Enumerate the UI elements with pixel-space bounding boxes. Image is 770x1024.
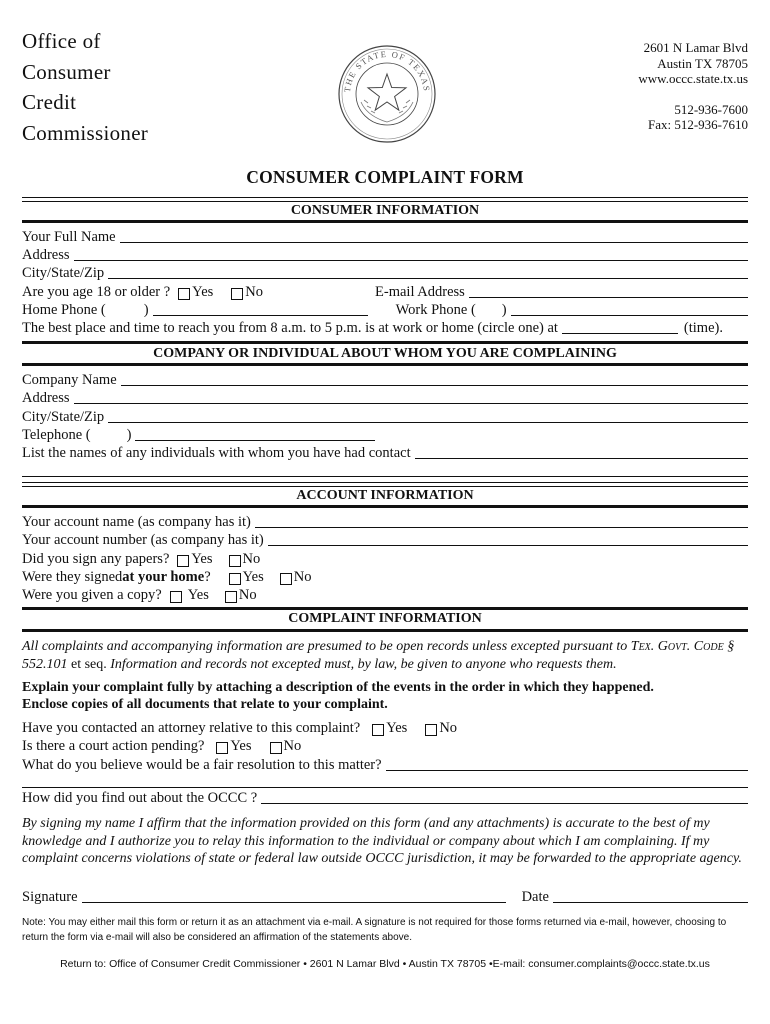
date-field[interactable] xyxy=(553,902,748,903)
signing-affirmation: By signing my name I affirm that the information provided on this form (and any attachments) is accurate to the best of my knowledge and I authorize you to relay this information to the individual or company about which I am complaining. If my complaint concerns violations of state or federal law outside OCCC jurisdiction, it may be forwarded to the appropriate agency. xyxy=(22,816,742,866)
section-rule xyxy=(22,482,748,487)
section-consumer-heading: CONSUMER INFORMATION xyxy=(290,203,480,218)
resolution-label: What do you believe would be a fair resolution to this matter? xyxy=(22,757,382,773)
section-rule xyxy=(22,629,748,632)
contacts-field-line-2[interactable] xyxy=(22,476,748,477)
how-found-row xyxy=(22,789,748,807)
contact-street: 2601 N Lamar Blvd xyxy=(643,40,748,55)
sign-papers-label: Did you sign any papers? xyxy=(22,551,170,567)
full-name-row xyxy=(22,228,748,246)
home-phone-label: Home Phone ( xyxy=(22,302,106,318)
sign-papers-yes-checkbox[interactable] xyxy=(177,555,189,567)
account-number-field[interactable] xyxy=(268,545,748,546)
copy-no-checkbox[interactable] xyxy=(225,591,237,603)
signed-home-label-bold: at your home xyxy=(122,569,205,585)
address-label: Address xyxy=(22,247,70,263)
section-account-heading: ACCOUNT INFORMATION xyxy=(296,488,474,503)
email-field[interactable] xyxy=(469,297,748,298)
address-row xyxy=(22,246,748,264)
section-complaint-heading: COMPLAINT INFORMATION xyxy=(288,611,482,626)
contacts-row xyxy=(22,444,748,462)
sign-papers-no-checkbox[interactable] xyxy=(229,555,241,567)
best-time-field[interactable] xyxy=(562,333,678,334)
company-city-row xyxy=(22,408,748,426)
section-company-heading: COMPANY OR INDIVIDUAL ABOUT WHOM YOU ARE COMPLAINING xyxy=(153,346,617,361)
agency-line-4: Commissioner xyxy=(22,120,149,145)
court-no-label: No xyxy=(283,738,302,754)
account-number-label: Your account number (as company has it) xyxy=(22,532,264,548)
signed-home-no-checkbox[interactable] xyxy=(280,573,292,585)
company-phone-row xyxy=(22,426,748,444)
contact-block xyxy=(638,40,748,133)
account-name-row xyxy=(22,513,748,531)
section-rule xyxy=(22,220,748,223)
signed-home-row xyxy=(22,568,748,586)
company-city-label: City/State/Zip xyxy=(22,409,105,425)
contacts-label: List the names of any individuals with whom you have had contact xyxy=(22,445,411,461)
state-seal-icon xyxy=(337,44,437,144)
attorney-yes-checkbox[interactable] xyxy=(372,724,384,736)
age-no-label: No xyxy=(245,284,264,300)
account-name-label: Your account name (as company has it) xyxy=(22,514,251,530)
agency-line-3: Credit xyxy=(22,90,77,114)
copy-yes-checkbox[interactable] xyxy=(170,591,182,603)
section-rule xyxy=(22,197,748,202)
age-question: Are you age 18 or older ? xyxy=(22,284,171,300)
section-rule xyxy=(22,607,748,610)
company-paren-close: ) xyxy=(126,427,132,443)
attorney-no-checkbox[interactable] xyxy=(425,724,437,736)
age-yes-checkbox[interactable] xyxy=(178,288,190,300)
account-number-row xyxy=(22,531,748,549)
address-field[interactable] xyxy=(74,260,748,261)
full-name-label: Your Full Name xyxy=(22,229,116,245)
section-rule xyxy=(22,341,748,344)
enclose-instruction: Enclose copies of all documents that relate to your complaint. xyxy=(22,697,388,712)
phone-row xyxy=(22,301,748,319)
sign-papers-no-label: No xyxy=(242,551,261,567)
age-row xyxy=(22,283,748,301)
signed-home-label-post: ? xyxy=(204,569,211,585)
copy-no-label: No xyxy=(238,587,257,603)
best-time-row xyxy=(22,319,748,337)
work-paren-close: ) xyxy=(501,302,507,318)
age-yes-label: Yes xyxy=(192,284,214,300)
company-city-field[interactable] xyxy=(108,422,748,423)
signed-home-label-pre: Were they signed xyxy=(22,569,123,585)
court-yes-checkbox[interactable] xyxy=(216,742,228,754)
age-no-checkbox[interactable] xyxy=(231,288,243,300)
time-suffix: (time). xyxy=(683,320,723,336)
footer-return-address: Return to: Office of Consumer Credit Commissioner • 2601 N Lamar Blvd • Austin TX 78705 •E-mail: consumer.complaints@occc.state.tx.us xyxy=(60,958,710,970)
company-address-field[interactable] xyxy=(74,403,748,404)
how-found-field[interactable] xyxy=(261,803,748,804)
company-address-row xyxy=(22,389,748,407)
attorney-row xyxy=(22,719,748,737)
court-yes-label: Yes xyxy=(230,738,252,754)
open-records-notice: All complaints and accompanying information are presumed to be open records unless excepted pursuant to Tex. Govt. Code § 552.101 et seq. Information and records not excepted must, by law, be given to anyone who requests them. xyxy=(22,639,735,672)
agency-name xyxy=(22,26,148,148)
account-name-field[interactable] xyxy=(255,527,748,528)
full-name-field[interactable] xyxy=(120,242,748,243)
contact-city: Austin TX 78705 xyxy=(657,55,748,71)
svg-text:THE STATE OF TEXAS: THE STATE OF TEXAS xyxy=(341,48,433,93)
section-rule xyxy=(22,505,748,508)
court-label: Is there a court action pending? xyxy=(22,738,205,754)
company-name-label: Company Name xyxy=(22,372,117,388)
signed-home-yes-checkbox[interactable] xyxy=(229,573,241,585)
attorney-no-label: No xyxy=(439,720,458,736)
signed-home-yes-label: Yes xyxy=(242,569,264,585)
copy-row xyxy=(22,586,748,604)
city-field[interactable] xyxy=(108,278,748,279)
copy-label: Were you given a copy? xyxy=(22,587,162,603)
contact-fax: Fax: 512-936-7610 xyxy=(647,117,748,132)
company-name-field[interactable] xyxy=(121,385,748,386)
city-row xyxy=(22,264,748,282)
form-title: CONSUMER COMPLAINT FORM xyxy=(246,167,524,187)
attorney-label: Have you contacted an attorney relative to this complaint? xyxy=(22,720,361,736)
signature-field[interactable] xyxy=(82,902,506,903)
attorney-yes-label: Yes xyxy=(386,720,408,736)
resolution-field[interactable] xyxy=(386,770,748,771)
agency-line-2: Consumer xyxy=(22,59,111,84)
home-paren-close: ) xyxy=(143,302,149,318)
signature-label: Signature xyxy=(22,889,78,905)
city-label: City/State/Zip xyxy=(22,265,105,281)
company-phone-label: Telephone ( xyxy=(22,427,91,443)
work-phone-field[interactable] xyxy=(511,315,748,316)
section-rule xyxy=(22,363,748,366)
signed-home-no-label: No xyxy=(293,569,312,585)
how-found-label: How did you find out about the OCCC ? xyxy=(22,790,258,806)
company-phone-field[interactable] xyxy=(135,440,375,441)
company-name-row xyxy=(22,371,748,389)
copy-yes-label: Yes xyxy=(187,587,209,603)
signature-row xyxy=(22,888,748,906)
resolution-row xyxy=(22,756,748,774)
note-text: Note: You may either mail this form or return it as an attachment via e-mail. A signature is not required for those forms returned via e-mail, however, choosing to return the form via e-mail will also be considered an affirmation of the statements above. xyxy=(22,917,727,943)
resolution-field-line-2[interactable] xyxy=(22,787,748,788)
best-time-label: The best place and time to reach you from 8 a.m. to 5 p.m. is at work or home (circle one) at xyxy=(22,320,558,336)
court-row xyxy=(22,737,748,755)
sign-papers-row xyxy=(22,550,748,568)
contact-phone: 512-936-7600 xyxy=(674,101,748,117)
work-phone-label: Work Phone ( xyxy=(395,302,476,318)
explain-instruction: Explain your complaint fully by attaching a description of the events in the order in which they happened. xyxy=(22,680,654,695)
agency-line-1: Office of xyxy=(22,29,101,53)
company-address-label: Address xyxy=(22,390,70,406)
home-phone-field[interactable] xyxy=(153,315,368,316)
court-no-checkbox[interactable] xyxy=(270,742,282,754)
contacts-field[interactable] xyxy=(415,458,748,459)
email-label: E-mail Address xyxy=(375,284,465,300)
sign-papers-yes-label: Yes xyxy=(191,551,213,567)
contact-web: www.occc.state.tx.us xyxy=(638,71,748,86)
date-label: Date xyxy=(521,889,549,905)
